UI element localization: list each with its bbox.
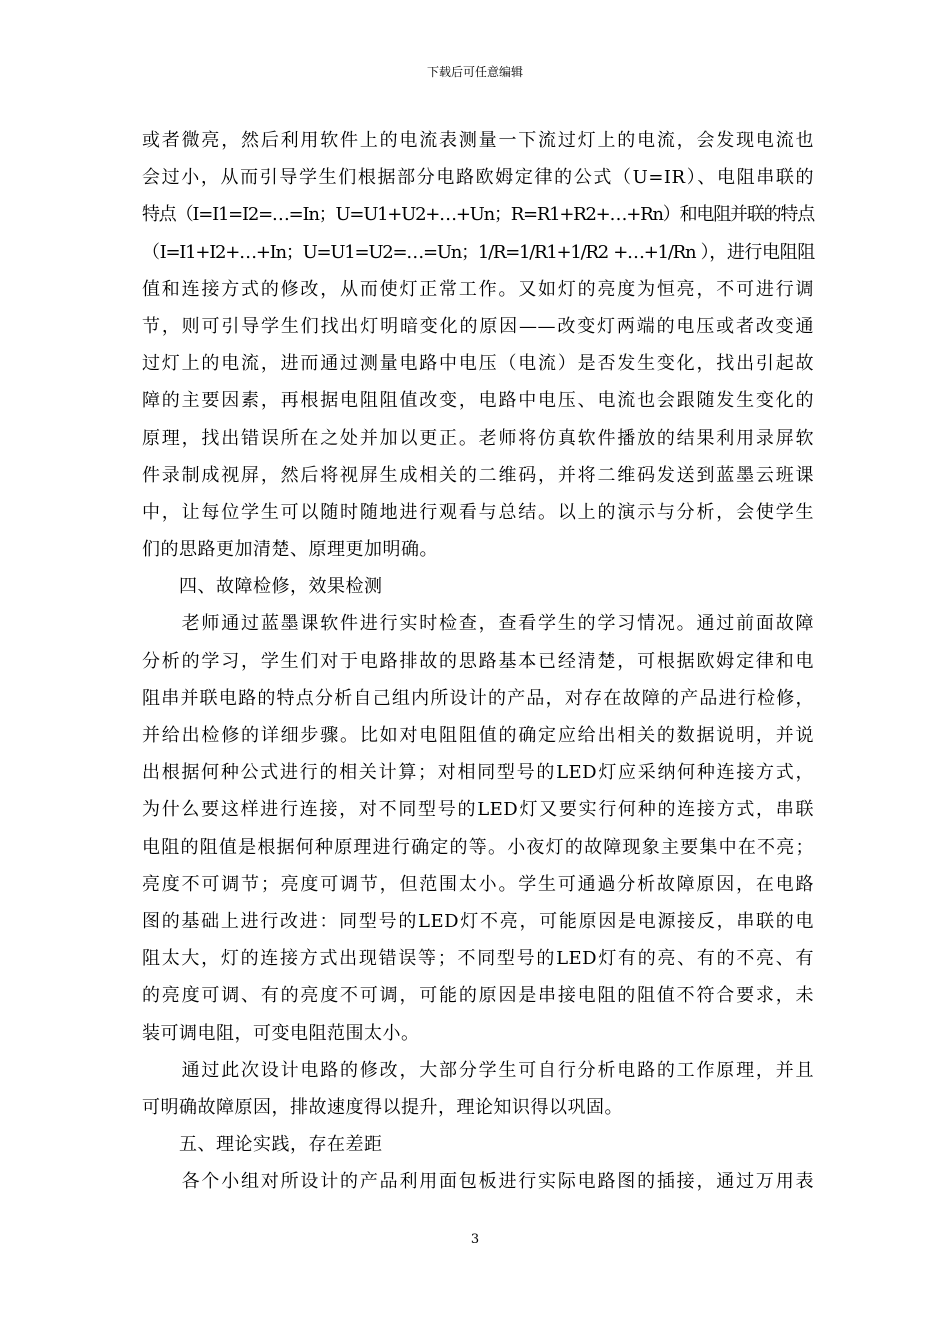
text-line: 特点（I=I1=I2=…=In；U=U1+U2+…+Un；R=R1+R2+…+Rn）和电阻并联的特点 xyxy=(142,204,814,226)
page-header: 下载后可任意编辑 xyxy=(426,65,523,79)
document-body xyxy=(142,122,814,1200)
text-line: 亮度不可调节；亮度可调节，但范围太小。学生可通過分析故障原因，在电路 xyxy=(142,873,814,895)
text-line: 障的主要因素，再根据电阻阻值改变，电路中电压、电流也会跟随发生变化的 xyxy=(142,390,814,412)
text-line: 出根据何种公式进行的相关计算；对相同型号的LED灯应采纳何种连接方式， xyxy=(142,762,814,784)
text-line: 通过此次设计电路的修改，大部分学生可自行分析电路的工作原理，并且 xyxy=(142,1059,814,1081)
text-line: 节，则可引导学生们找出灯明暗变化的原因——改变灯两端的电压或者改变通 xyxy=(142,315,814,337)
text-line: 各个小组对所设计的产品利用面包板进行实际电路图的插接，通过万用表 xyxy=(142,1171,814,1193)
page-number: 3 xyxy=(470,1232,480,1247)
text-line: 电阻的阻值是根据何种原理进行确定的等。小夜灯的故障现象主要集中在不亮； xyxy=(142,836,814,858)
text-line: 为什么要这样进行连接，对不同型号的LED灯又要实行何种的连接方式，串联 xyxy=(142,799,814,821)
text-line: 件录制成视屏，然后将视屏生成相关的二维码，并将二维码发送到蓝墨云班课 xyxy=(142,464,814,486)
text-line: 阻串并联电路的特点分析自己组内所设计的产品，对存在故障的产品进行检修， xyxy=(142,687,814,709)
text-line: 们的思路更加清楚、原理更加明确。 xyxy=(142,539,438,561)
text-line: 值和连接方式的修改，从而使灯正常工作。又如灯的亮度为恒亮，不可进行调 xyxy=(142,278,814,300)
text-line: 原理，找出错误所在之处并加以更正。老师将仿真软件播放的结果利用录屏软 xyxy=(142,427,814,449)
text-line: 的亮度可调、有的亮度不可调，可能的原因是串接电阻的阻值不符合要求，未 xyxy=(142,985,814,1007)
text-line: 阻太大，灯的连接方式出现错误等；不同型号的LED灯有的亮、有的不亮、有 xyxy=(142,948,814,970)
text-line: 会过小，从而引导学生们根据部分电路欧姆定律的公式（U=IR）、电阻串联的 xyxy=(142,167,814,189)
text-line: （I=I1+I2+…+In；U=U1=U2=…=Un；1/R=1/R1+1/R2 +…+1/Rn ），进行电阻阻 xyxy=(142,241,814,263)
text-line: 分析的学习，学生们对于电路排故的思路基本已经清楚，可根据欧姆定律和电 xyxy=(142,650,814,672)
text-line: 四、故障检修，效果检测 xyxy=(142,576,383,598)
text-line: 五、理论实践，存在差距 xyxy=(142,1134,383,1156)
text-line: 并给出检修的详细步骤。比如对电阻阻值的确定应给出相关的数据说明，并说 xyxy=(142,725,814,746)
text-line: 中，让每位学生可以随时随地进行观看与总结。以上的演示与分析，会使学生 xyxy=(142,501,814,523)
text-line: 图的基础上进行改进：同型号的LED灯不亮，可能原因是电源接反，串联的电 xyxy=(142,910,814,932)
text-line: 或者微亮，然后利用软件上的电流表测量一下流过灯上的电流，会发现电流也 xyxy=(142,130,814,151)
text-line: 过灯上的电流，进而通过测量电路中电压（电流）是否发生变化，找出引起故 xyxy=(142,353,814,375)
text-line: 老师通过蓝墨课软件进行实时检查，查看学生的学习情况。通过前面故障 xyxy=(142,613,814,635)
text-line: 可明确故障原因，排故速度得以提升，理论知识得以巩固。 xyxy=(142,1096,623,1118)
text-line: 装可调电阻，可变电阻范围太小。 xyxy=(142,1022,420,1044)
